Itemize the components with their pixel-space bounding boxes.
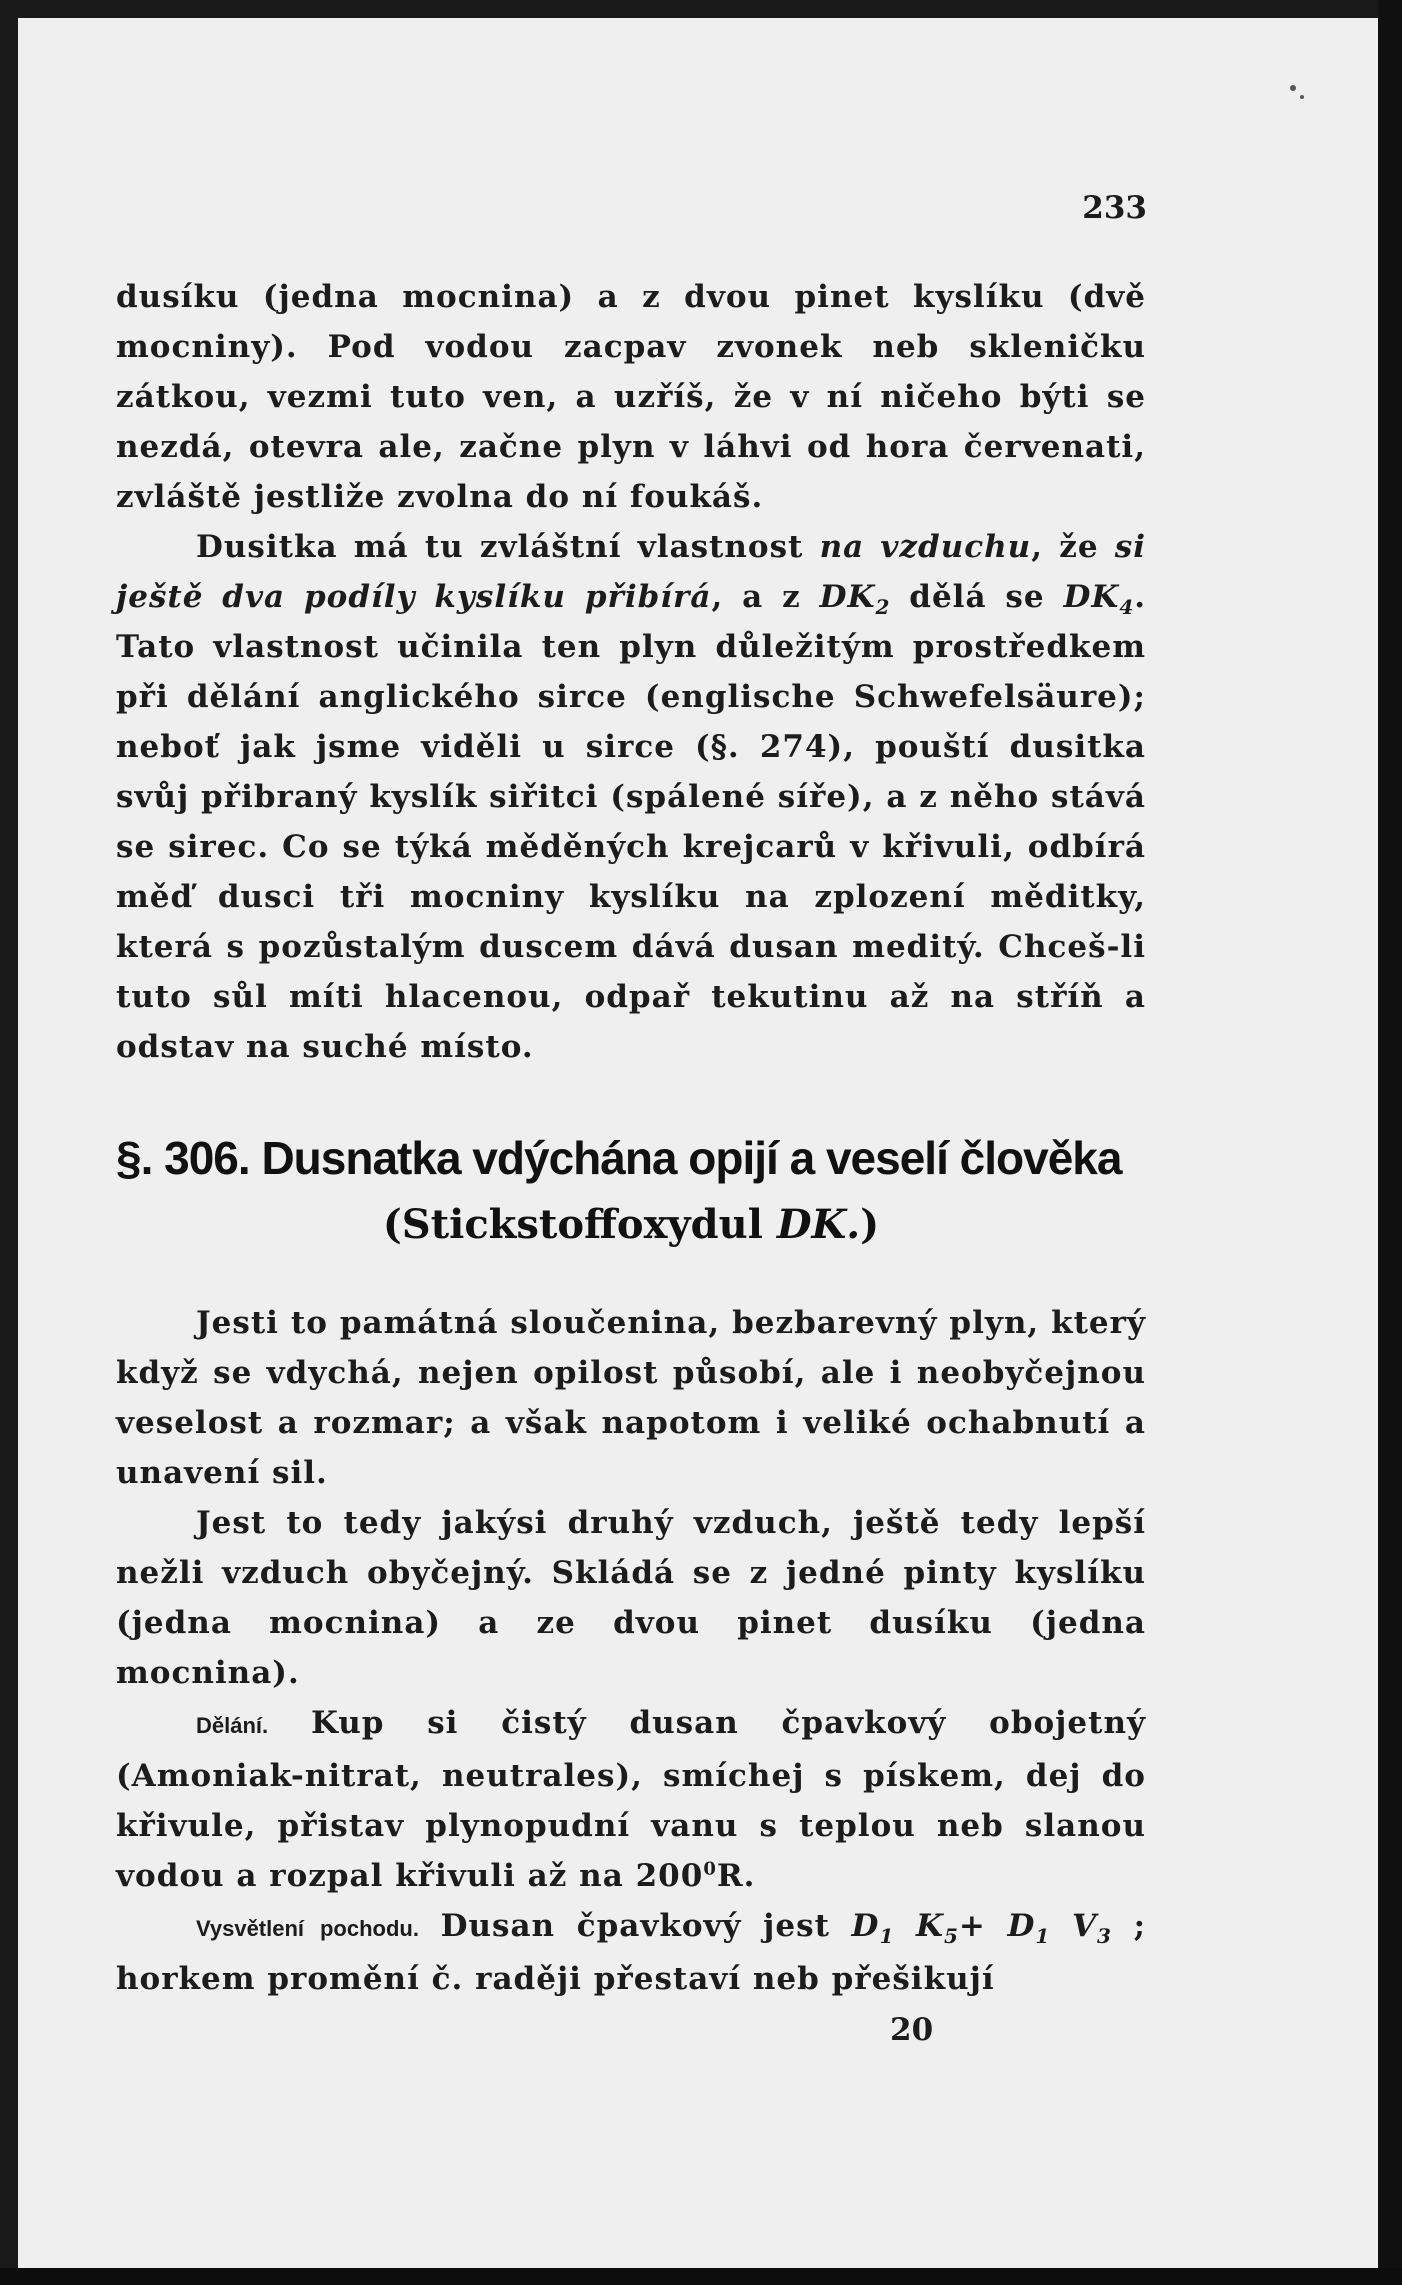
formula-symbol: V — [1071, 1908, 1098, 1944]
formula-operator: + — [958, 1908, 986, 1944]
formula-subscript: 2 — [875, 595, 891, 620]
scan-edge-bottom — [0, 2268, 1402, 2285]
text-line: zátkou, vezmi tuto ven, a uzříš, že v ní ničeho býti se — [116, 379, 1146, 415]
section-heading: §. 306. Dusnatka vdýchána opijí a veselí člověka — [116, 1132, 1122, 1184]
bottom-text — [116, 1298, 1146, 2004]
scan-speck — [1300, 95, 1304, 99]
formula-symbol: D — [1007, 1908, 1036, 1944]
text-run: Kup si čistý dusan čpavkový obojetný (Amoniak-nitrat, neutrales), smíchej s pískem, dej do křivule, přistav plynopudní vanu s teplou neb slanou vodou a rozpal křivuli až na — [116, 1705, 1146, 1894]
text-run: dělá se — [909, 579, 1045, 615]
runin-label: Vysvětlení pochodu. — [196, 1916, 419, 1941]
formula — [1007, 1908, 1112, 1949]
text-run: . Tato vlastnost učinila ten plyn důležitým prostředkem při dělání anglického sirce (englische Schwefelsäure); neboť jak jsme viděli u sirce (§. 274), pouští dusitka svůj přibraný kyslík siřitci (spálené síře), a z něho stává se sirec. Co se týká měděných krejcarů v křivuli, odbírá měď dusci tři mocniny kyslíku na zplození měditky, která s pozůstalým duscem dává dusan meditý. Chceš-li tuto sůl míti hlacenou, odpař tekutinu až na stříň a odstav na suché místo. — [116, 579, 1147, 1065]
text-run: , a z — [711, 579, 801, 615]
formula — [819, 579, 891, 620]
temperature: 200 — [635, 1858, 704, 1894]
top-text — [116, 272, 1146, 1072]
text-run: ; horkem promění č. raději přestaví neb přešikují — [116, 1908, 1147, 1997]
degree-mark: 0 — [703, 1858, 717, 1880]
text-line: mocniny). Pod vodou zacpav zvonek neb skleničku — [116, 329, 1146, 365]
subheading-text: (Stickstoffoxydul — [382, 1201, 763, 1248]
formula-subscript: 1 — [879, 1924, 895, 1949]
unit: R. — [716, 1858, 756, 1894]
text-run: Dusitka má tu zvláštní vlastnost — [196, 529, 804, 565]
text-line: dusíku (jedna mocnina) a z dvou pinet kyslíku (dvě — [116, 279, 1146, 315]
emphasis: si ještě dva podíly kyslíku přibírá — [116, 529, 1146, 615]
formula — [851, 1908, 959, 1949]
scan-speck — [1290, 85, 1296, 91]
runin-label: Dělání. — [196, 1713, 269, 1738]
formula-subscript: 1 — [1035, 1924, 1051, 1949]
subheading-text: ) — [860, 1201, 880, 1248]
section-subheading — [116, 1195, 1146, 1255]
paragraph-6 — [116, 1901, 1146, 2004]
formula-subscript: 3 — [1097, 1924, 1112, 1949]
paragraph-1 — [116, 272, 1146, 522]
text-line: nezdá, otevra ale, začne plyn v láhvi od hora červenati, — [116, 429, 1146, 465]
formula-symbol: K — [916, 1908, 944, 1944]
scan-edge-right — [1378, 0, 1402, 2285]
formula-subscript: 4 — [1119, 595, 1135, 620]
formula-subscript: 5 — [943, 1924, 959, 1949]
paragraph-4: Jest to tedy jakýsi druhý vzduch, ještě tedy lepší nežli vzduch obyčejný. Skládá se z jedné pinty kyslíku (jedna mocnina) a ze dvou pinet dusíku (jedna mocnina). — [116, 1505, 1146, 1691]
paragraph-2 — [116, 522, 1146, 1072]
formula — [1063, 579, 1135, 620]
formula-symbol: DK — [819, 579, 876, 615]
subheading-formula: DK. — [776, 1201, 861, 1248]
text-run: Dusan čpavkový jest — [440, 1908, 830, 1944]
text-line: zvláště jestliže zvolna do ní foukáš. — [116, 479, 764, 515]
text-run: , že — [1031, 529, 1099, 565]
signature-mark: 20 — [890, 2012, 934, 2048]
paragraph-5 — [116, 1698, 1146, 1901]
paragraph-3: Jesti to památná sloučenina, bezbarevný plyn, který když se vdychá, nejen opilost působí, ale i neobyčejnou veselost a rozmar; a však napotom i veliké ochabnutí a unavení sil. — [116, 1305, 1146, 1491]
page-number: 233 — [1082, 190, 1147, 226]
formula-symbol: D — [851, 1908, 880, 1944]
emphasis: na vzduchu — [819, 529, 1032, 565]
formula-symbol: DK — [1063, 579, 1120, 615]
